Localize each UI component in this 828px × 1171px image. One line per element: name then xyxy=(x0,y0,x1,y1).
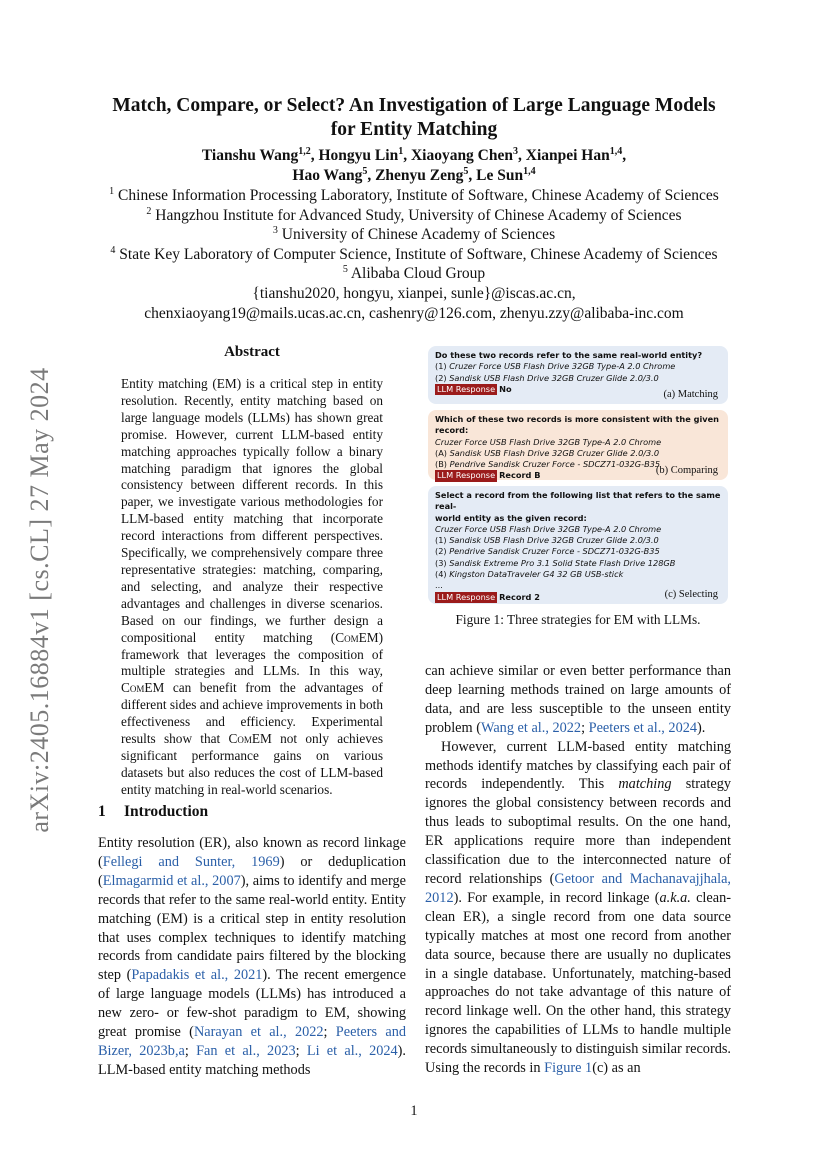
given-record: Cruzer Force USB Flash Drive 32GB Type-A 2.0 Chrome xyxy=(435,436,662,447)
panel-label: (b) Comparing xyxy=(655,464,718,476)
record: Sandisk USB Flash Drive 32GB Cruzer Glide 2.0/3.0 xyxy=(449,535,659,546)
author-affil-mark: 5 xyxy=(463,165,469,177)
panel-question: Select a record from the following list that refers to the same real- xyxy=(435,490,721,512)
record: Sandisk USB Flash Drive 32GB Cruzer Glide 2.0/3.0 xyxy=(449,447,660,458)
llm-response-tag: LLM Response xyxy=(437,470,496,481)
panel-comparing: Which of these two records is more consistent with the given record: Cruzer Force USB Flash Drive 32GB Type-A 2.0 Chrome (A) Sandisk USB Flash Drive 32GB Cruzer Glide 2.0/3.0 (B) Pendrive Sandisk Cruzer Force - SDCZ71-032G-B35 LLM Response Record B (b) Comparing xyxy=(428,410,728,480)
title-line-2: for Entity Matching xyxy=(330,119,498,140)
citation-link[interactable]: Fan et al., 2023 xyxy=(196,1042,296,1059)
affiliation: $^1$ Chinese Information Processing Laboratory, Institute of Software, Chinese Academy of Sciences xyxy=(109,185,719,204)
author-affil-mark: 1,4 xyxy=(609,145,623,157)
panel-question: world entity as the given record: xyxy=(435,512,587,523)
comem-name: ComEM xyxy=(335,629,379,645)
arxiv-id: arXiv:2405.16884v1 [cs.CL] 27 May 2024 xyxy=(25,367,54,833)
citation-link[interactable]: Elmagarmid et al., 2007 xyxy=(102,872,241,889)
author: Tianshu Wang xyxy=(201,147,299,164)
panel-label: (c) Selecting xyxy=(664,588,718,600)
author: Hao Wang xyxy=(292,167,363,184)
affiliations xyxy=(60,186,768,323)
page-number: 1 xyxy=(410,1103,418,1119)
figure-caption: Figure 1: Three strategies for EM with LLMs. xyxy=(455,612,701,627)
author: Xianpei Han xyxy=(525,147,610,164)
citation-link[interactable]: Peeters and Bizer, 2023b,a xyxy=(98,1024,406,1059)
abstract-body: Entity matching (EM) is a critical step in entity resolution. Recently, entity matching based on large language models (LLMs) has shown great promise. However, current LLM-based entity matching approaches typically follow a binary matching paradigm that ignores the global consistency between different records. In this paper, we investigate various methodologies for LLM-based entity matching that incorporate record interactions from different perspectives. Specifically, we comprehensively compare three representative strategies: matching, comparing, and selecting, and analyze their respective advantages and challenges in diverse scenarios. Based on our findings, we further design a compositional entity matching (ComEM) framework that leverages the composition of multiple strategies and LLMs. In this way, ComEM can benefit from the advantages of different sides and achieve improvements in both effectiveness and efficiency. Experimental results show that ComEM not only achieves significant performance gains on various datasets but also reduces the cost of LLM-based entity matching in real-world scenarios. xyxy=(121,376,383,797)
intro-paragraph: Entity resolution (ER), also known as record linkage (Fellegi and Sunter, 1969) or deduplication (Elmagarmid et al., 2007), aims to identify and merge records that refer to the same real-world entity. Entity matching (EM) is a critical step in entity resolution that uses complex techniques to identify matching records from candidate pairs filtered by the blocking step (Papadakis et al., 2021). The recent emergence of large language models (LLMs) has introduced a new zero- or few-shot paradigm to EM, showing great promise (Narayan et al., 2022; Peeters and Bizer, 2023b,a; Fan et al., 2023; Li et al., 2024). LLM-based entity matching methods xyxy=(98,835,407,1078)
record: Pendrive Sandisk Cruzer Force - SDCZ71-032G-B35 xyxy=(449,459,661,470)
citation-link[interactable]: Getoor and Machanavajjhala, 2012 xyxy=(425,870,731,906)
affiliation: $^5$ Alibaba Cloud Group xyxy=(342,264,486,283)
panel-question: Which of these two records is more consistent with the given record: xyxy=(435,414,719,436)
author-affil-mark: 5 xyxy=(362,165,368,177)
paper-title xyxy=(60,94,768,142)
figure-link[interactable]: Figure 1 xyxy=(544,1060,593,1077)
affiliation: $^4$ State Key Laboratory of Computer Science, Institute of Software, Chinese Academy of Sciences xyxy=(110,244,718,263)
llm-answer: Record 2 xyxy=(499,591,540,602)
panel-question: Do these two records refer to the same real-world entity? xyxy=(435,350,703,360)
citation-link[interactable]: Peeters et al., 2024 xyxy=(588,719,698,736)
citation-link[interactable]: Narayan et al., 2022 xyxy=(193,1024,324,1041)
section-title: Introduction xyxy=(124,803,209,820)
author-list: Tianshu Wang$^{1,2}$, Hongyu Lin$^1$, Xiaoyang Chen$^3$, Xianpei Han$^{1,4}$, Hao Wang$^5$, Zhenyu Zeng$^5$, Le Sun$^{1,4}$ xyxy=(201,145,627,184)
comem-name: ComEM xyxy=(121,680,165,696)
author: Xiaoyang Chen xyxy=(410,147,513,164)
arxiv-stamp xyxy=(22,350,58,850)
figure-1 xyxy=(428,346,728,610)
emphasis: a.k.a. xyxy=(659,889,691,906)
panel-selecting: Select a record from the following list that refers to the same real- world entity as the given record: Cruzer Force USB Flash Drive 32GB Type-A 2.0 Chrome (1) Sandisk USB Flash Drive 32GB Cruzer Glide 2.0/3.0 (2) Pendrive Sandisk Cruzer Force - SDCZ71-032G-B35 (3) Sandisk Extreme Pro 3.1 Solid State Flash Drive 128GB (4) Kingston DataTraveler G4 32 GB USB-stick ... LLM Response Record 2 (c) Selecting xyxy=(428,486,728,604)
author: Hongyu Lin xyxy=(318,147,399,164)
author: Zhenyu Zeng xyxy=(375,167,464,184)
intro-heading xyxy=(98,803,406,821)
record: Kingston DataTraveler G4 32 GB USB-stick xyxy=(449,569,624,580)
citation-link[interactable]: Li et al., 2024 xyxy=(306,1042,398,1059)
record: Sandisk Extreme Pro 3.1 Solid State Flash Drive 128GB xyxy=(449,557,676,568)
affiliation: $^2$ Hangzhou Institute for Advanced Study, University of Chinese Academy of Sciences xyxy=(146,205,682,224)
author-affil-mark: 1,4 xyxy=(523,165,536,177)
llm-response-tag: LLM Response xyxy=(437,591,496,602)
comem-name: ComEM xyxy=(228,731,272,747)
author-affil-mark: 1,2 xyxy=(298,145,311,157)
title-line-1: Match, Compare, or Select? An Investigation of Large Language Models xyxy=(112,95,716,116)
emphasis: matching xyxy=(618,776,672,793)
right-column-text: can achieve similar or even better performance than deep learning methods trained on large amounts of data, and are less susceptible to the unseen entity problem (Wang et al., 2022; Peeters et al., 2024). However, current LLM-based entity matching methods identify matches by classifying each pair of records independently. This matching strategy ignores the global consistency between records and thus leads to suboptimal results. On the one hand, ER applications require more than independent classification due to the interconnected nature of record relationships (Getoor and Machanavajjhala, 2012). For example, in record linkage (a.k.a. clean-clean ER), a single record from one data source typically matches at most one record from another data source, because there are usually no duplicates in a single database. Unfortunately, matching-based approaches do not take advantage of this nature of record linkage well. On the other hand, this strategy ignores the capabilities of LLMs to handle multiple records simultaneously to distinguish similar records. Using the records in Figure 1(c) as an xyxy=(425,663,731,1077)
ellipsis: ... xyxy=(435,580,443,591)
citation-link[interactable]: Fellegi and Sunter, 1969 xyxy=(102,853,280,870)
record: Sandisk USB Flash Drive 32GB Cruzer Glide 2.0/3.0 xyxy=(449,372,659,383)
emails-line-2: chenxiaoyang19@mails.ucas.ac.cn, cashenry@126.com, zhenyu.zzy@alibaba-inc.com xyxy=(144,304,684,322)
abstract-heading: Abstract xyxy=(224,344,280,360)
record: Pendrive Sandisk Cruzer Force - SDCZ71-032G-B35 xyxy=(449,546,660,557)
llm-answer: Record B xyxy=(499,470,541,481)
author-affil-mark: 1 xyxy=(398,145,404,157)
section-number: 1 xyxy=(98,803,106,820)
llm-response-tag: LLM Response xyxy=(437,383,496,394)
panel-label: (a) Matching xyxy=(663,388,718,400)
record: Cruzer Force USB Flash Drive 32GB Type-A 2.0 Chrome xyxy=(449,361,676,372)
emails-line-1: {tianshu2020, hongyu, xianpei, sunle}@iscas.ac.cn, xyxy=(252,284,576,302)
citation-link[interactable]: Papadakis et al., 2021 xyxy=(131,967,263,984)
author: Le Sun xyxy=(476,167,524,184)
panel-matching: Do these two records refer to the same real-world entity? (1) Cruzer Force USB Flash Drive 32GB Type-A 2.0 Chrome (2) Sandisk USB Flash Drive 32GB Cruzer Glide 2.0/3.0 LLM Response No (a) Matching xyxy=(428,346,728,404)
llm-answer: No xyxy=(499,383,512,394)
citation-link[interactable]: Wang et al., 2022 xyxy=(480,719,582,736)
author-affil-mark: 3 xyxy=(513,145,518,157)
affiliation: $^3$ University of Chinese Academy of Sciences xyxy=(272,225,556,244)
given-record: Cruzer Force USB Flash Drive 32GB Type-A 2.0 Chrome xyxy=(435,523,662,534)
